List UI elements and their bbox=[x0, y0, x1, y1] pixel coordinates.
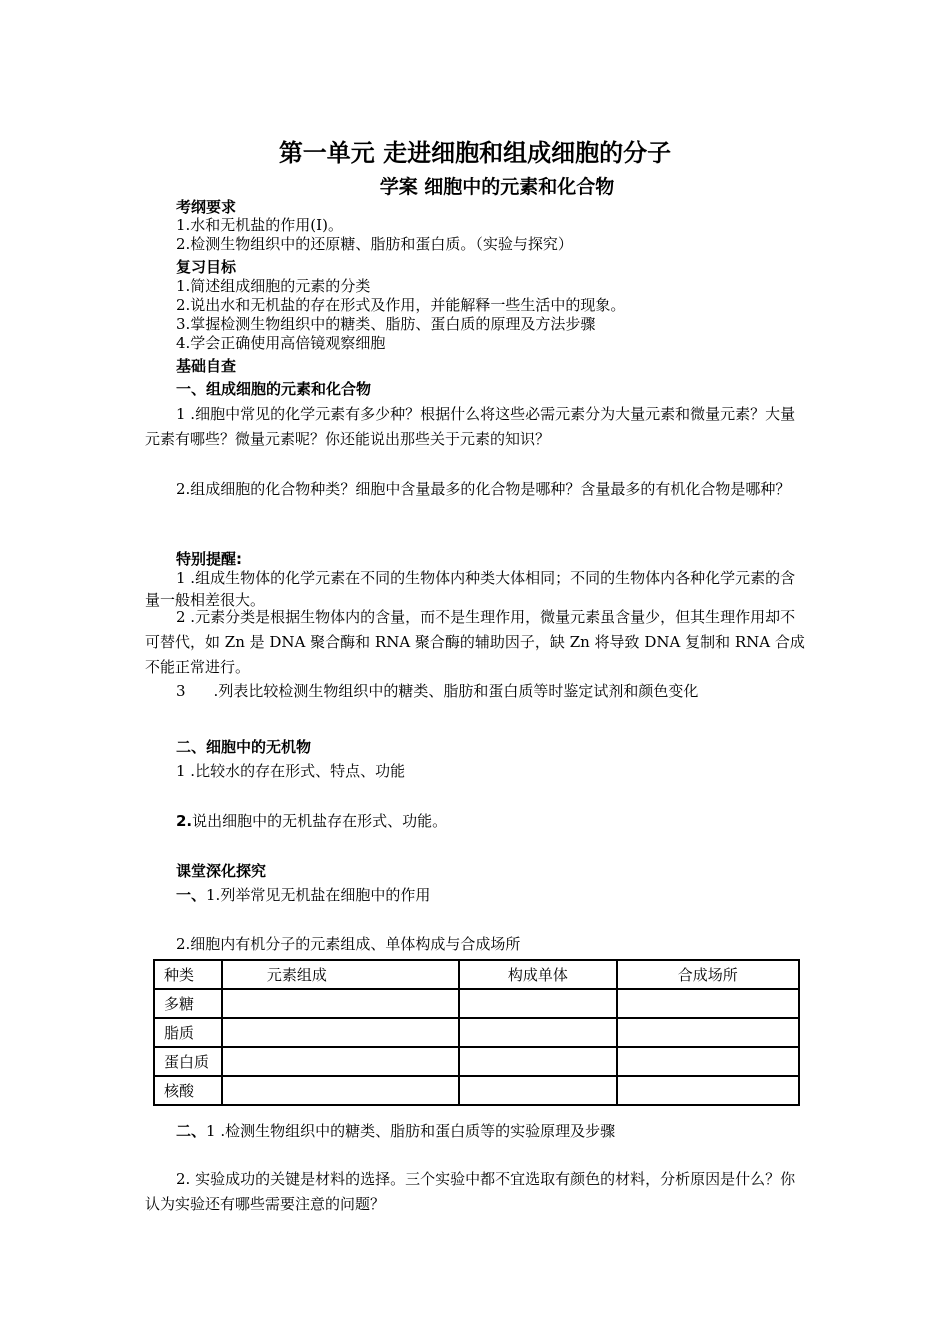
question-number: 2. bbox=[176, 812, 193, 830]
item-prefix: 二、 bbox=[176, 1122, 207, 1140]
organic-molecule-table bbox=[153, 959, 800, 1106]
fuxi-item: 2.说出水和无机盐的存在形式及作用，并能解释一些生活中的现象。 bbox=[176, 296, 626, 314]
fuxi-heading: 复习目标 bbox=[176, 258, 237, 276]
question-text: 1 .细胞中常见的化学元素有多少种？根据什么将这些必需元素分为大量元素和微量元素？大量元素有哪些？微量元素呢？你还能说出那些关于元素的知识？ bbox=[145, 405, 796, 448]
table-cell: 多糖 bbox=[154, 989, 222, 1018]
question-line bbox=[176, 812, 447, 831]
table-cell bbox=[222, 1076, 459, 1105]
table-header-cell: 构成单体 bbox=[459, 960, 616, 989]
table-header-row bbox=[154, 960, 799, 989]
fuxi-item: 3.掌握检测生物组织中的糖类、脂肪、蛋白质的原理及方法步骤 bbox=[176, 315, 596, 333]
table-cell bbox=[459, 989, 616, 1018]
tip-heading: 特别提醒: bbox=[176, 550, 242, 568]
table-header-cell: 合成场所 bbox=[617, 960, 799, 989]
kaogang-item: 2.检测生物组织中的还原糖、脂肪和蛋白质。（实验与探究） bbox=[176, 235, 573, 253]
question-line: 2.细胞内有机分子的元素组成、单体构成与合成场所 bbox=[176, 935, 521, 953]
question-text: 1.列举常见无机盐在细胞中的作用 bbox=[206, 886, 431, 904]
item-prefix: 一、 bbox=[176, 886, 207, 904]
table-cell bbox=[222, 1018, 459, 1047]
question-paragraph bbox=[145, 1167, 807, 1217]
table-row bbox=[154, 1018, 799, 1047]
tip-text: 1 .组成生物体的化学元素在不同的生物体内种类大体相同；不同的生物体内各种化学元素的含量一般相差很大。 bbox=[145, 569, 796, 609]
question-text: 1 .检测生物组织中的糖类、脂肪和蛋白质等的实验原理及步骤 bbox=[206, 1122, 616, 1140]
table-cell bbox=[222, 1047, 459, 1076]
question-line: 1 .比较水的存在形式、特点、功能 bbox=[176, 762, 406, 780]
question-line bbox=[176, 886, 430, 905]
table-cell: 脂质 bbox=[154, 1018, 222, 1047]
page-title: 第一单元 走进细胞和组成细胞的分子 bbox=[278, 139, 672, 167]
fuxi-item: 4.学会正确使用高倍镜观察细胞 bbox=[176, 334, 386, 352]
question-line bbox=[176, 1122, 615, 1141]
section-heading: 一、组成细胞的元素和化合物 bbox=[176, 380, 372, 398]
table-cell bbox=[459, 1076, 616, 1105]
table-cell bbox=[617, 1076, 799, 1105]
page-subtitle: 学案 细胞中的元素和化合物 bbox=[379, 176, 615, 198]
jichu-heading: 基础自查 bbox=[176, 357, 237, 375]
table-cell bbox=[222, 989, 459, 1018]
table-header-cell: 种类 bbox=[154, 960, 222, 989]
table-cell bbox=[617, 1018, 799, 1047]
question-text: 说出细胞中的无机盐存在形式、功能。 bbox=[192, 812, 448, 830]
question-line bbox=[176, 682, 698, 701]
kaogang-heading: 考纲要求 bbox=[176, 198, 237, 216]
table-cell: 核酸 bbox=[154, 1076, 222, 1105]
table-cell: 蛋白质 bbox=[154, 1047, 222, 1076]
question-number: 3 bbox=[176, 682, 186, 700]
question-text: 2.组成细胞的化合物种类？细胞中含量最多的化合物是哪种？含量最多的有机化合物是哪种？ bbox=[176, 480, 791, 498]
table-cell bbox=[459, 1047, 616, 1076]
table-cell bbox=[459, 1018, 616, 1047]
kaogang-item: 1.水和无机盐的作用(Ⅰ)。 bbox=[176, 216, 343, 234]
table-row bbox=[154, 989, 799, 1018]
table-cell bbox=[617, 989, 799, 1018]
question-text: 2. 实验成功的关键是材料的选择。三个实验中都不宜选取有颜色的材料，分析原因是什么？你认为实验还有哪些需要注意的问题？ bbox=[145, 1170, 796, 1213]
table-row bbox=[154, 1076, 799, 1105]
section-heading: 二、细胞中的无机物 bbox=[176, 738, 312, 756]
table-row bbox=[154, 1047, 799, 1076]
tip-paragraph bbox=[145, 605, 807, 680]
table-cell bbox=[617, 1047, 799, 1076]
question-paragraph bbox=[145, 477, 807, 502]
tip-text: 2 .元素分类是根据生物体内的含量，而不是生理作用，微量元素虽含量少，但其生理作用却不可替代，如 Zn 是 DNA 聚合酶和 RNA 聚合酶的辅助因子，缺 Zn 将导致 DNA 复制和 RNA 合成不能正常进行。 bbox=[145, 608, 805, 676]
ketang-heading: 课堂深化探究 bbox=[176, 862, 267, 880]
fuxi-item: 1.简述组成细胞的元素的分类 bbox=[176, 277, 371, 295]
question-text: .列表比较检测生物组织中的糖类、脂肪和蛋白质等时鉴定试剂和颜色变化 bbox=[213, 682, 699, 700]
question-paragraph bbox=[145, 402, 807, 452]
table-header-cell: 元素组成 bbox=[222, 960, 459, 989]
